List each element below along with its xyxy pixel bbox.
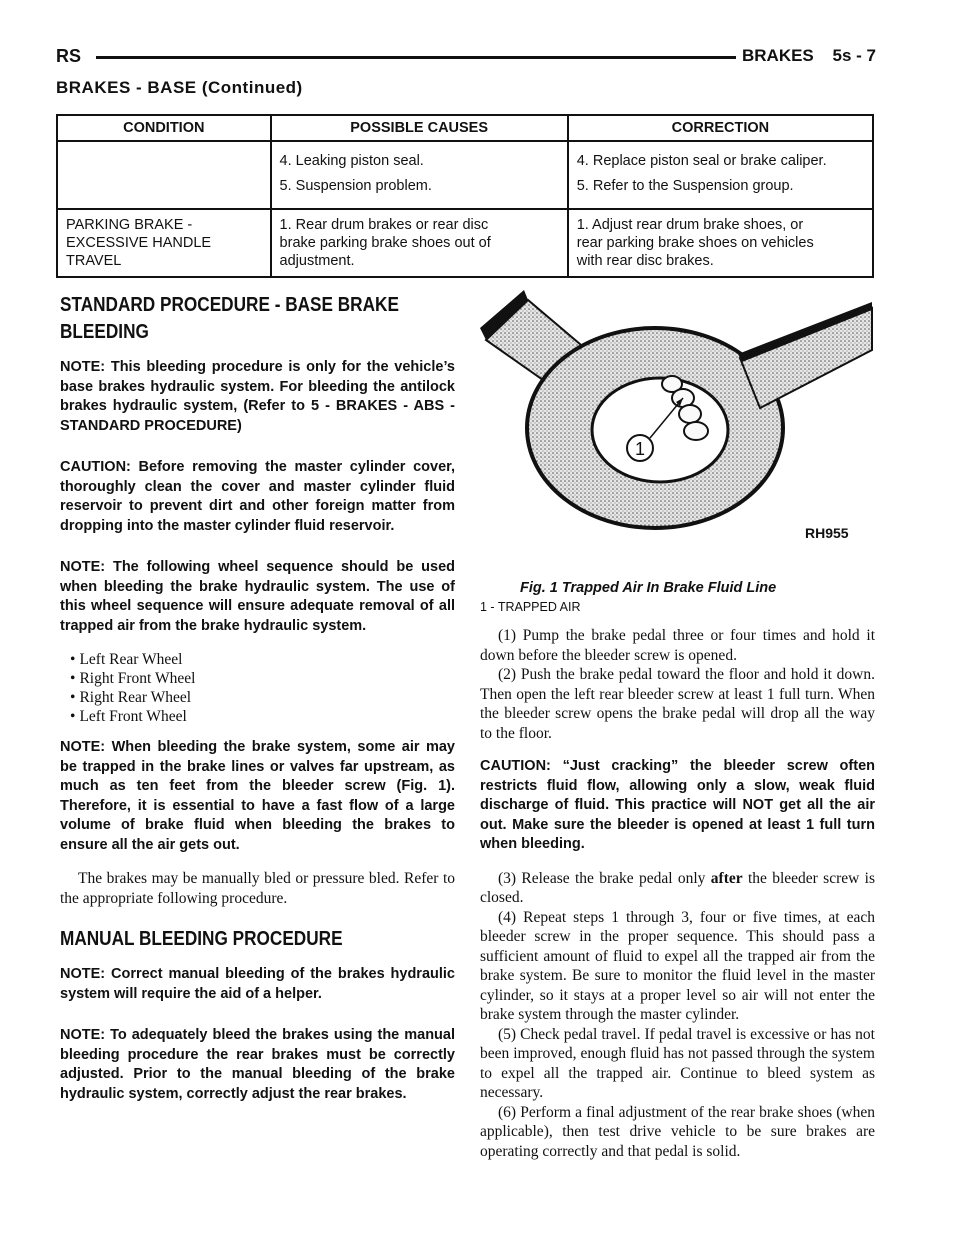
cause-line: brake parking brake shoes out of — [279, 235, 491, 251]
condition-line: TRAVEL — [66, 253, 122, 269]
figure-trapped-air — [480, 288, 875, 578]
paragraph-bleed-methods: The brakes may be manually bled or pressure bled. Refer to the appropriate following procedure. — [60, 870, 455, 907]
table-header-row — [57, 115, 873, 141]
step-3-text: (3) Release the brake pedal only — [498, 869, 711, 887]
header-title: BRAKES — [741, 46, 814, 65]
step-5: (5) Check pedal travel. If pedal travel is excessive or has not been improved, enough fluid has not passed through the system to expel all the trapped air. Continue to bleed system as necessary. — [480, 1025, 875, 1101]
heading-manual-bleeding: MANUAL BLEEDING PROCEDURE — [60, 928, 343, 950]
correction-line: with rear disc brakes. — [576, 253, 714, 269]
wheel-sequence-list — [70, 650, 455, 726]
causes-cell — [271, 209, 568, 277]
page-header — [56, 46, 876, 70]
note-rear-brakes-adjust: NOTE: To adequately bleed the brakes using the manual bleeding procedure the rear brakes must be correctly adjusted. Prior to the manual bleeding of the brake hydraulic system, correctly adjust the rear brakes. — [60, 1027, 455, 1102]
heading-standard-procedure — [60, 292, 454, 346]
step-3-text-end: the bleeder screw is closed. — [480, 869, 876, 906]
correction-cell — [568, 209, 873, 277]
list-item: • Right Rear Wheel — [70, 688, 455, 707]
table-row — [57, 141, 873, 209]
diagnosis-table — [56, 114, 874, 278]
step-2: (2) Push the brake pedal toward the floor and hold it down. Then open the left rear bleeder screw at least 1 full turn. When the bleeder screw opens the brake pedal will drop all the way to the floor. — [480, 666, 875, 742]
header-section-code: RS — [56, 46, 82, 66]
correction-item: 4. Replace piston seal or brake caliper. — [576, 153, 827, 169]
heading-line: STANDARD PROCEDURE - BASE BRAKE — [60, 294, 399, 316]
page-number: 5s - 7 — [832, 46, 876, 65]
note-base-brakes: NOTE: This bleeding procedure is only for the vehicle’s base brakes hydraulic system. For bleeding the antilock brakes hydraulic system, (Refer to 5 - BRAKES - ABS - STANDARD PROCEDURE) — [60, 359, 455, 434]
list-item: • Left Rear Wheel — [70, 650, 455, 669]
figure-legend: 1 - TRAPPED AIR — [480, 600, 581, 614]
column-header-correction: CORRECTION — [568, 115, 873, 141]
causes-cell — [271, 141, 568, 209]
figure-code: RH955 — [805, 525, 849, 541]
step-6: (6) Perform a final adjustment of the rear brake shoes (when applicable), then test drive vehicle to be sure brakes are operating correctly and that pedal is solid. — [480, 1103, 875, 1160]
cause-item: 5. Suspension problem. — [279, 178, 432, 194]
note-wheel-sequence: NOTE: The following wheel sequence should be used when bleeding the brake hydraulic system. The use of this wheel sequence will ensure adequate removal of all trapped air from the brake hydraulic system. — [60, 559, 455, 634]
condition-line: EXCESSIVE HANDLE — [66, 235, 212, 251]
left-column — [60, 292, 455, 1126]
brake-line-illustration — [480, 288, 875, 558]
figure-caption: Fig. 1 Trapped Air In Brake Fluid Line — [520, 580, 777, 596]
correction-line: rear parking brake shoes on vehicles — [576, 235, 814, 251]
header-rule — [96, 56, 736, 59]
callout-number: 1 — [634, 439, 646, 459]
note-trapped-air: NOTE: When bleeding the brake system, some air may be trapped in the brake lines or valves far upstream, as much as ten feet from the bleeder screw (Fig. 1). Therefore, it is essential to have a fast flow of a large volume of brake fluid when bleeding the brakes to ensure all the air gets out. — [60, 739, 455, 853]
correction-line: 1. Adjust rear drum brake shoes, or — [576, 217, 804, 233]
table-row — [57, 209, 873, 277]
condition-cell — [57, 209, 271, 277]
header-title-block — [728, 46, 876, 66]
step-1: (1) Pump the brake pedal three or four times and hold it down before the bleeder screw is opened. — [480, 627, 875, 664]
caution-just-cracking: CAUTION: “Just cracking” the bleeder screw often restricts fluid flow, allowing only a slow, weak fluid discharge of fluid. This practice will NOT get all the air out. Make sure the bleeder is opened at least 1 full turn when bleeding. — [480, 758, 875, 852]
caution-master-cylinder: CAUTION: Before removing the master cylinder cover, thoroughly clean the cover and master cylinder fluid reservoir to prevent dirt and other foreign matter from dropping into the master cylinder fluid reservoir. — [60, 459, 455, 534]
note-helper: NOTE: Correct manual bleeding of the brakes hydraulic system will require the aid of a helper. — [60, 966, 455, 1002]
correction-cell — [568, 141, 873, 209]
section-subheading: BRAKES - BASE (Continued) — [56, 78, 303, 97]
list-item: • Left Front Wheel — [70, 707, 455, 726]
cause-line: 1. Rear drum brakes or rear disc — [279, 217, 489, 233]
condition-line: PARKING BRAKE - — [66, 217, 193, 233]
cause-item: 4. Leaking piston seal. — [279, 153, 424, 169]
right-column — [480, 288, 875, 1161]
list-item: • Right Front Wheel — [70, 669, 455, 688]
step-3-emphasis: after — [710, 869, 743, 887]
heading-line: BLEEDING — [60, 321, 149, 343]
column-header-causes: POSSIBLE CAUSES — [271, 115, 568, 141]
step-4: (4) Repeat steps 1 through 3, four or five times, at each bleeder screw in the proper sequence. This should pass a sufficient amount of fluid to expel all the trapped air from the brake system. Be sure to monitor the fluid level in the master cylinder, so it stays at a proper level so air will not enter the brake system through the master cylinder. — [480, 908, 875, 1023]
correction-item: 5. Refer to the Suspension group. — [576, 178, 794, 194]
condition-cell — [57, 141, 271, 209]
cause-line: adjustment. — [279, 253, 355, 269]
step-3 — [480, 869, 875, 908]
column-header-condition: CONDITION — [57, 115, 271, 141]
